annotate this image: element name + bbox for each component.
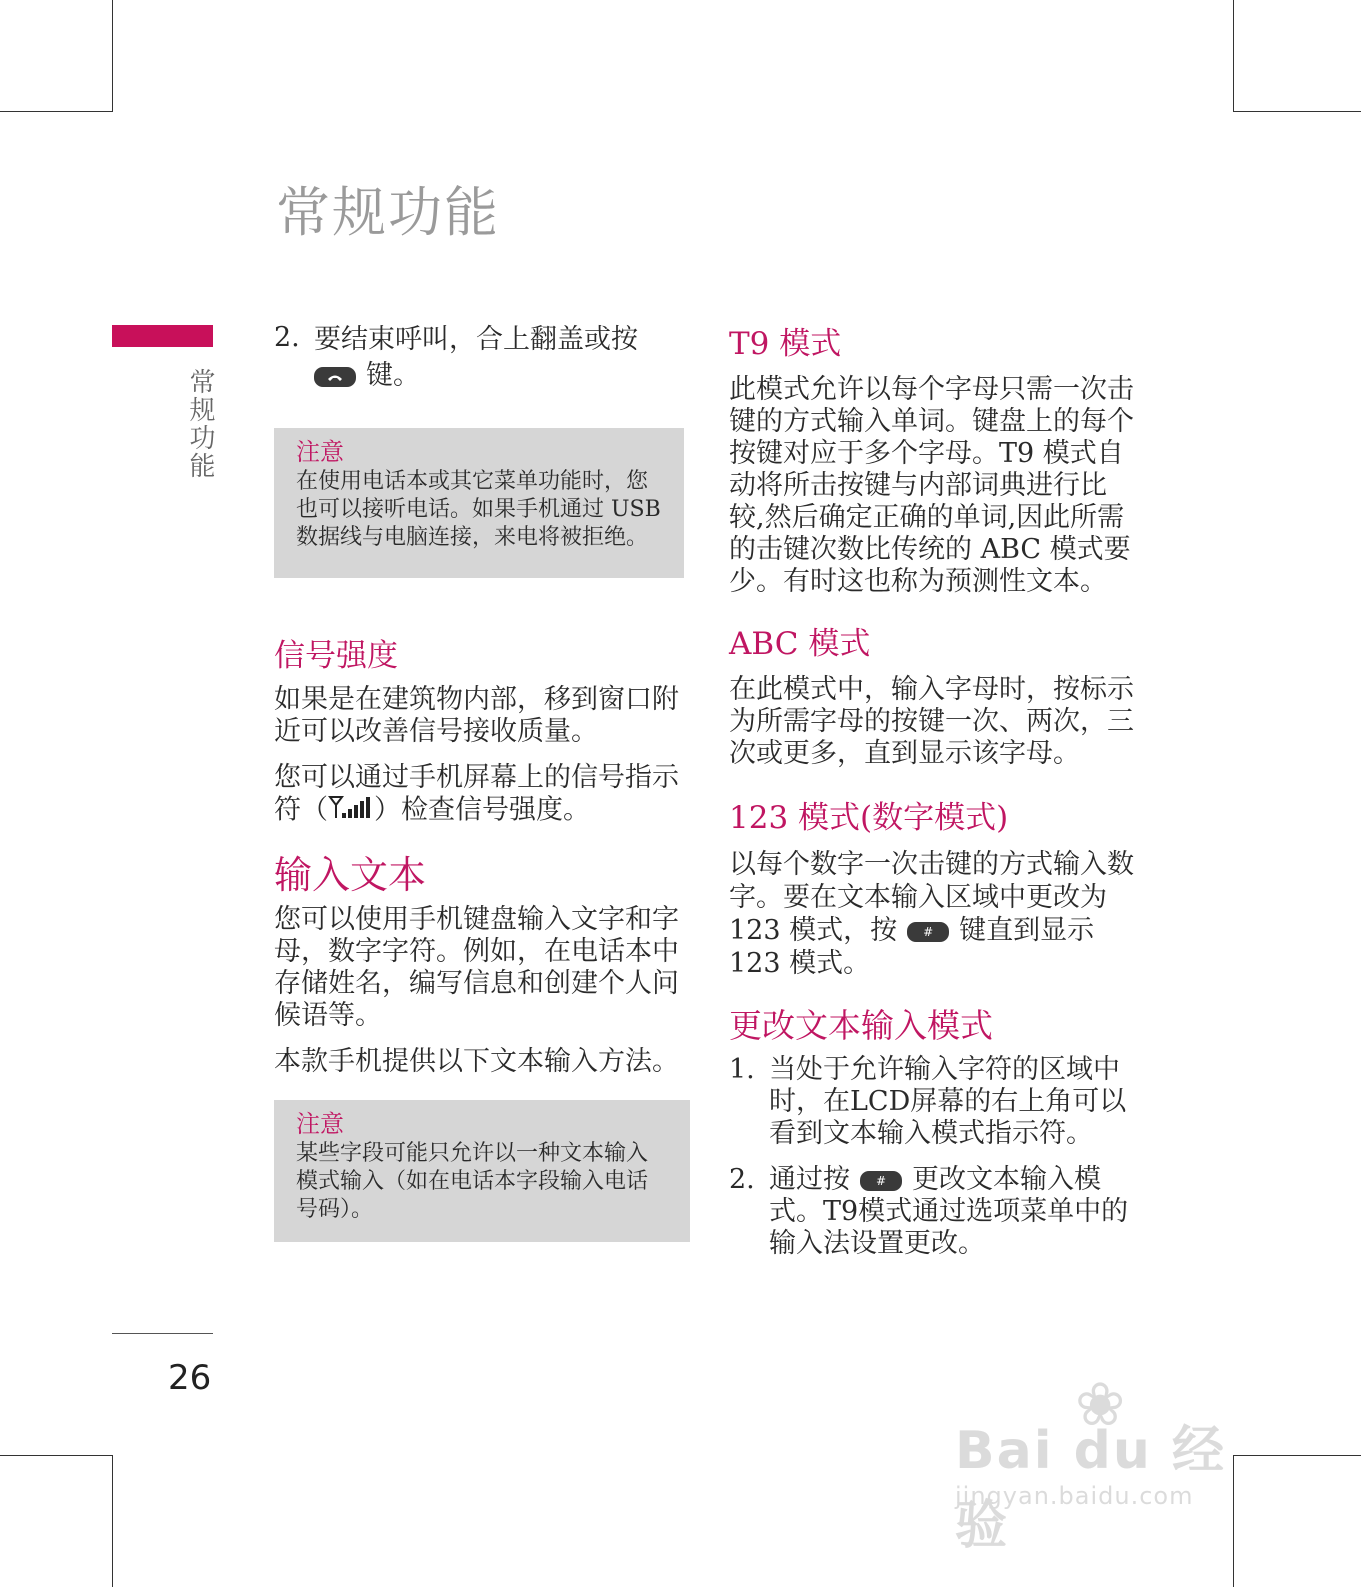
crop-mark (1233, 111, 1361, 112)
list-item (729, 1164, 1139, 1260)
paragraph: 如果是在建筑物内部，移到窗口附近可以改善信号接收质量。 (274, 684, 679, 747)
section-heading-change-mode: 更改文本输入模式 (729, 1006, 993, 1045)
watermark-main: Bai du 经验 (955, 1421, 1226, 1556)
paw-icon: ❀ (1075, 1370, 1126, 1440)
list-item-text: 要结束呼叫，合上翻盖或按 (314, 324, 638, 355)
paragraph: 本款手机提供以下文本输入方法。 (274, 1046, 679, 1077)
list-item-text: 当处于允许输入字符的区域中时，在LCD屏幕的右上角可以看到文本输入模式指示符。 (769, 1054, 1127, 1149)
section-heading-input-text: 输入文本 (274, 853, 427, 897)
section-heading-123: 123 模式(数字模式) (729, 800, 1009, 836)
page-number: 26 (168, 1358, 212, 1398)
page-title: 常规功能 (276, 181, 500, 244)
list-item-text: 键。 (366, 360, 420, 391)
note-title: 注意 (296, 1110, 344, 1138)
right-column (729, 322, 1139, 1260)
watermark (955, 1370, 1275, 1556)
paragraph-text: 您可以通过手机屏幕上的信号指示符（ (274, 762, 679, 826)
hash-key-icon: # (860, 1171, 902, 1191)
crop-mark (112, 0, 113, 112)
footer-rule (112, 1333, 213, 1334)
list-item-number: 2. (729, 1164, 755, 1195)
signal-strength-icon (328, 794, 374, 828)
paragraph-text: 键直到显示 123 模式。 (729, 915, 1095, 979)
list-item (729, 1054, 1139, 1150)
note-text: 某些字段可能只允许以一种文本输入模式输入（如在电话本字段输入电话号码）。 (296, 1141, 649, 1222)
note-title: 注意 (296, 438, 344, 466)
crop-mark (0, 1455, 112, 1456)
section-heading-signal: 信号强度 (274, 638, 398, 674)
crop-mark (112, 1455, 113, 1587)
hash-key-icon: # (907, 922, 949, 942)
list-item-text: 通过按 (769, 1164, 850, 1195)
paragraph-text: 以每个数字一次击键的方式输入数字。要在文本输入区域中更改为 123 模式，按 (729, 849, 1134, 946)
crop-mark (0, 111, 112, 112)
section-heading-t9: T9 模式 (729, 326, 842, 362)
section-heading-abc: ABC 模式 (729, 626, 871, 662)
section-marker-bar (112, 325, 213, 347)
list-item-number: 2. (274, 322, 300, 353)
list-item-number: 1. (729, 1054, 755, 1085)
watermark-url: jingyan.baidu.com (955, 1482, 1194, 1510)
note-box (274, 1100, 690, 1242)
section-side-label: 常规功能 (185, 368, 215, 480)
paragraph-text: ）检查信号强度。 (374, 794, 590, 826)
paragraph (729, 848, 1139, 980)
paragraph: 在此模式中，输入字母时，按标示为所需字母的按键一次、两次，三次或更多，直到显示该字母。 (729, 674, 1134, 769)
crop-mark (1233, 0, 1234, 112)
note-box (274, 428, 684, 578)
list-item (274, 322, 694, 394)
paragraph (274, 762, 694, 828)
paragraph: 您可以使用手机键盘输入文字和字母，数字字符。例如，在电话本中存储姓名，编写信息和创建个人问候语等。 (274, 904, 679, 1031)
paragraph: 此模式允许以每个字母只需一次击键的方式输入单词。键盘上的每个按键对应于多个字母。T9 模式自动将所击按键与内部词典进行比较,然后确定正确的单词,因此所需的击键次数比传统的 ABC 模式要少。有时这也称为预测性文本。 (729, 374, 1134, 597)
left-column (274, 322, 694, 1242)
end-call-key-icon (314, 367, 356, 387)
note-text: 在使用电话本或其它菜单功能时，您也可以接听电话。如果手机通过 USB 数据线与电脑连接，来电将被拒绝。 (296, 469, 661, 550)
list-item-text: 更改文本输入模式。T9模式通过选项菜单中的输入法设置更改。 (769, 1164, 1129, 1259)
